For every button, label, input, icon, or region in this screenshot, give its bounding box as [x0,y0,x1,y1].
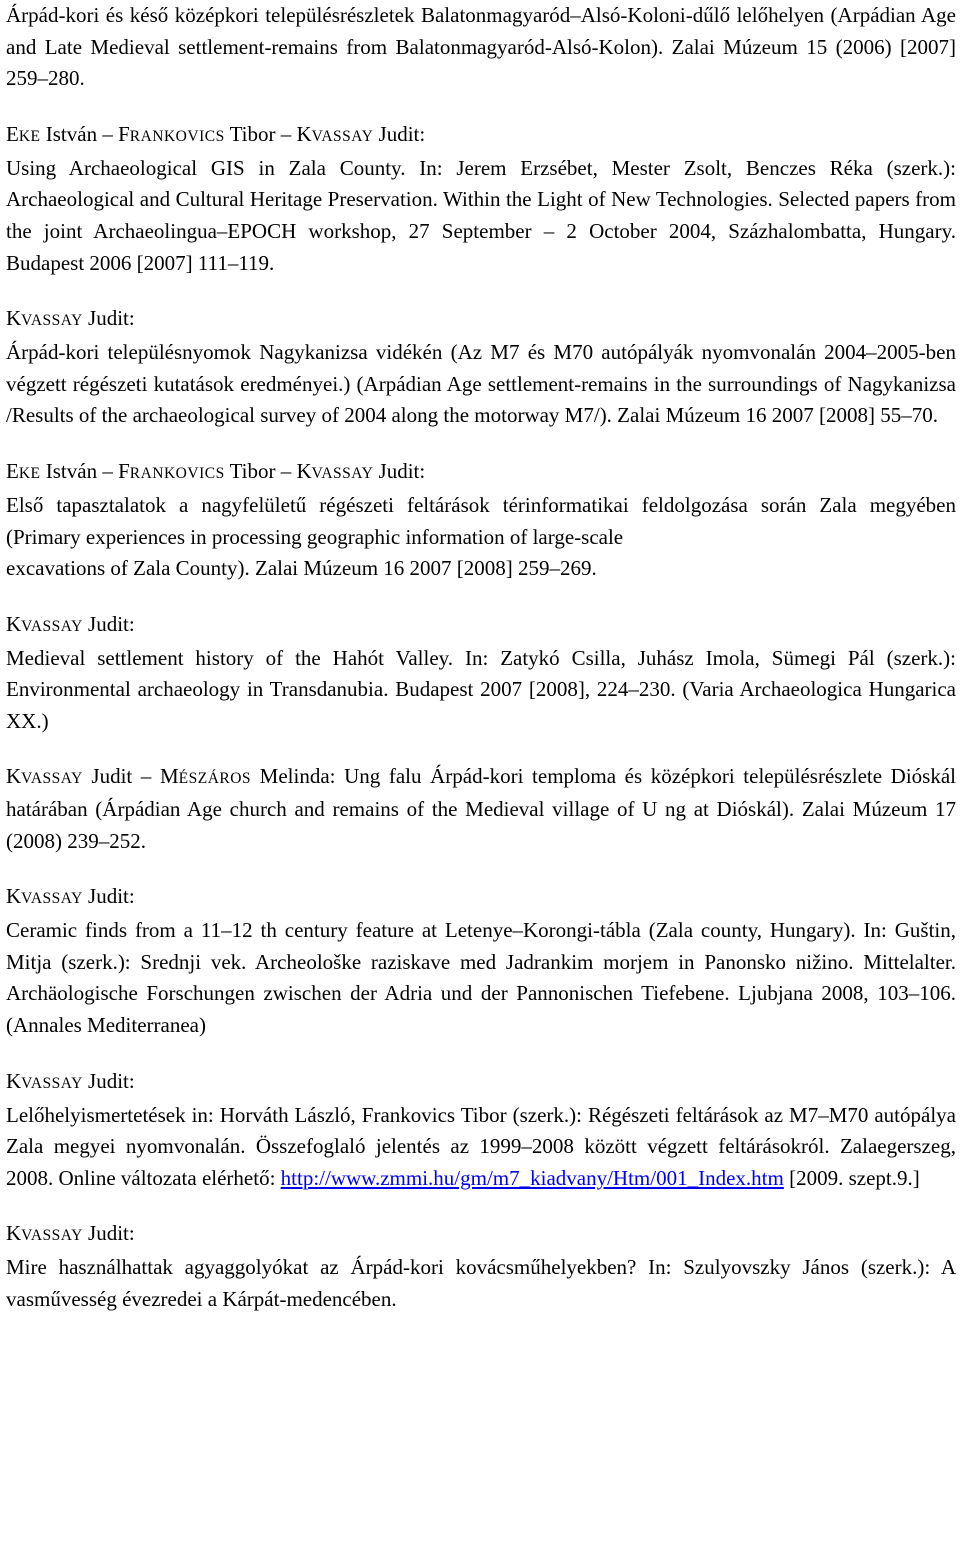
bibliography-entry [6,302,956,432]
online-edition-link[interactable]: http://www.zmmi.hu/gm/m7_kiadvany/Htm/001_Index.htm [280,1165,784,1190]
bibliography-entry [6,761,956,858]
entry-text: Ceramic finds from a 11–12 th century feature at Letenye–Korongi-tábla (Zala county, Hungary). In: Guštin, Mitja (szerk.): Srednji vek. Archeološke raziskave med Jadrankim morjem in Panonsko nižino. Mittelalter. Archäologische Forschungen zwischen der Adria und der Pannonischen Tiefebene. Ljubjana 2008, 103–106. (Annales Mediterranea) [6,918,956,1038]
bibliography-entry [6,455,956,585]
author-line: EKE István – FRANKOVICS Tibor – KVASSAY Judit: [6,121,426,146]
bibliography-entry [6,1217,956,1315]
bibliography-entry [6,0,956,95]
entry-text: Első tapasztalatok a nagyfelületű régészeti feltárások térinformatikai feldolgozása során Zala megyében (Primary experiences in processing geographic information of large-scale [6,492,956,549]
document-page [6,0,956,1316]
entry-text: Árpád-kori településnyomok Nagykanizsa vidékén (Az M7 és M70 autópályák nyomvonalán 2004–2005-ben végzett régészeti kutatások eredményei.) (Arpádian Age settlement-remains in the surroundings of Nagykanizsa /Results of the archaeological survey of 2004 along the motorway M7/). Zalai Múzeum 16 2007 [2008] 55–70. [6,340,956,428]
bibliography-entry [6,608,956,738]
entry-text: KVASSAY Judit – MÉSZÁROS Melinda: Ung falu Árpád-kori temploma és középkori településrészlete Dióskál határában (Árpádian Age church and remains of the Medieval village of U ng at Dióskál). Zalai Múzeum 17 (2008) 239–252. [6,763,956,853]
entry-text: Árpád-kori és késő középkori településrészletek Balatonmagyaród–Alsó-Koloni-dűlő lelőhelyen (Arpádian Age and Late Medieval settlement-remains from Balatonmagyaród-Alsó-Kolon). Zalai Múzeum 15 (2006) [2007] 259–280. [6,3,956,91]
author-line: KVASSAY Judit: [6,611,135,636]
bibliography-entry [6,880,956,1041]
entry-text: excavations of Zala County). Zalai Múzeum 16 2007 [2008] 259–269. [6,556,597,581]
entry-text: Medieval settlement history of the Hahót Valley. In: Zatykó Csilla, Juhász Imola, Sümegi Pál (szerk.): Environmental archaeology in Transdanubia. Budapest 2007 [2008], 224–230. (Varia Archaeologica Hungarica XX.) [6,645,956,733]
author-line: KVASSAY Judit: [6,884,135,909]
author-line: KVASSAY Judit: [6,1221,135,1246]
author-line: EKE István – FRANKOVICS Tibor – KVASSAY Judit: [6,458,426,483]
author-line: KVASSAY Judit: [6,306,135,331]
bibliography-entry [6,118,956,279]
entry-text: Lelőhelyismertetések in: Horváth László, Frankovics Tibor (szerk.): Régészeti feltárások az M7–M70 autópálya Zala megyei nyomvonalán. Összefoglaló jelentés az 1999–2008 között végzett feltárásokról. Zalaegerszeg, 2008. Online változata elérhető: http://www.zmmi.hu/gm/m7_kiadvany/Htm/001_Index.htm [2009. szept.9.] [6,1102,956,1190]
bibliography-entry [6,1065,956,1195]
author-line: KVASSAY Judit: [6,1068,135,1093]
entry-text: Mire használhattak agyaggolyókat az Árpád-kori kovácsműhelyekben? In: Szulyovszky János (szerk.): A vasművesség évezredei a Kárpát-medencében. [6,1255,956,1312]
entry-text: Using Archaeological GIS in Zala County. In: Jerem Erzsébet, Mester Zsolt, Benczes Réka (szerk.): Archaeological and Cultural Heritage Preservation. Within the Light of New Technologies. Selected papers from the joint Archaeolingua–EPOCH workshop, 27 September – 2 October 2004, Százhalombatta, Hungary. Budapest 2006 [2007] 111–119. [6,155,956,275]
